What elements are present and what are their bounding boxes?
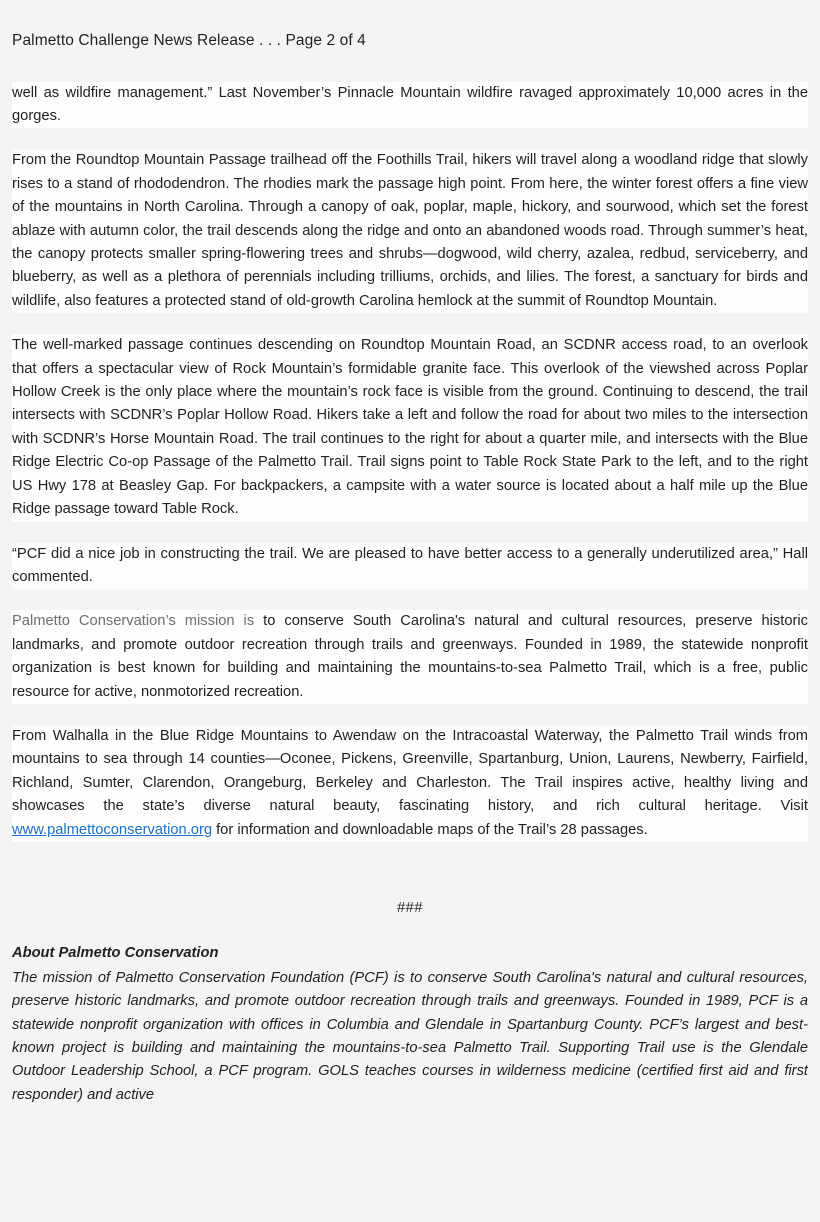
about-section-clip xyxy=(12,967,808,1107)
paragraph-palmetto-trail xyxy=(12,725,808,842)
palmetto-conservation-link[interactable]: www.palmettoconservation.org xyxy=(12,821,213,838)
trail-text-before-link: From Walhalla in the Blue Ridge Mountains to Awendaw on the Intracoastal Waterway, the Palmetto Trail winds from mountains to sea through 14 counties—Oconee, Pickens, Greenville, Spartanburg, Union, Laurens, Newberry, Fairfield, Richland, Sumter, Clarendon, Orangeburg, Berkeley and Charleston. The Trail inspires active, healthy living and showcases the state’s diverse natural beauty, fascinating history, and rich cultural heritage. Visit xyxy=(12,727,808,815)
mission-lead-text: Palmetto Conservation’s mission is xyxy=(12,613,255,630)
paragraph-well-marked-passage: The well-marked passage continues descending on Roundtop Mountain Road, an SCDNR access road, to an overlook that offers a spectacular view of Rock Mountain’s formidable granite face. This overlook of the viewshed across Poplar Hollow Creek is the only place where the mountain’s rock face is visible from the ground. Continuing to descend, the trail intersects with SCDNR’s Poplar Hollow Road. Hikers take a left and follow the road for about two miles to the intersection with SCDNR’s Horse Mountain Road. The trail continues to the right for about a quarter mile, and intersects with the Blue Ridge Electric Co-op Passage of the Palmetto Trail. Trail signs point to Table Rock State Park to the left, and to the right US Hwy 178 at Beasley Gap. For backpackers, a campsite with a water source is located about a half mile up the Blue Ridge passage toward Table Rock. xyxy=(12,334,808,521)
mission-rest-text: to conserve South Carolina's natural and cultural resources, preserve historic landmarks, and promote outdoor recreation through trails and greenways. Founded in 1989, the statewide nonprofit organization is best known for building and maintaining the mountains-to-sea Palmetto Trail, which is a free, public resource for active, nonmotorized recreation. xyxy=(12,613,808,700)
paragraph-wildfire: well as wildfire management.” Last November’s Pinnacle Mountain wildfire ravaged approximately 10,000 acres in the gorges. xyxy=(12,82,808,129)
document-body xyxy=(12,82,808,1108)
section-divider-hashes: ### xyxy=(396,899,423,916)
page-header: Palmetto Challenge News Release . . . Page 2 of 4 xyxy=(12,32,366,49)
paragraph-mission xyxy=(12,610,808,704)
paragraph-roundtop-passage: From the Roundtop Mountain Passage trailhead off the Foothills Trail, hikers will travel along a woodland ridge that slowly rises to a stand of rhododendron. The rhodies mark the passage high point. From here, the winter forest offers a fine view of the mountains in North Carolina. Through a canopy of oak, poplar, maple, hickory, and sourwood, which set the forest ablaze with autumn color, the trail descends along the ridge and onto an abandoned woods road. Through summer’s heat, the canopy protects smaller spring-flowering trees and shrubs—dogwood, wild cherry, azalea, redbud, serviceberry, and blueberry, as well as a plethora of perennials including trilliums, orchids, and lilies. The forest, a sanctuary for birds and wildlife, also features a protected stand of old-growth Carolina hemlock at the summit of Roundtop Mountain. xyxy=(12,149,808,313)
about-section-heading: About Palmetto Conservation xyxy=(12,945,219,962)
trail-text-after-link: for information and downloadable maps of the Trail’s 28 passages. xyxy=(212,821,648,838)
paragraph-hall-quote: “PCF did a nice job in constructing the trail. We are pleased to have better access to a generally underutilized area,” Hall commented. xyxy=(12,543,808,590)
about-section-body: The mission of Palmetto Conservation Foundation (PCF) is to conserve South Carolina's natural and cultural resources, preserve historic landmarks, and promote outdoor recreation through trails and greenways. Founded in 1989, PCF is a statewide nonprofit organization with offices in Columbia and Glendale in Spartanburg County. PCF’s largest and best-known project is building and maintaining the mountains-to-sea Palmetto Trail. Supporting Trail use is the Glendale Outdoor Leadership School, a PCF program. GOLS teaches courses in wilderness medicine (certified first aid and first responder) and active xyxy=(12,969,808,1103)
